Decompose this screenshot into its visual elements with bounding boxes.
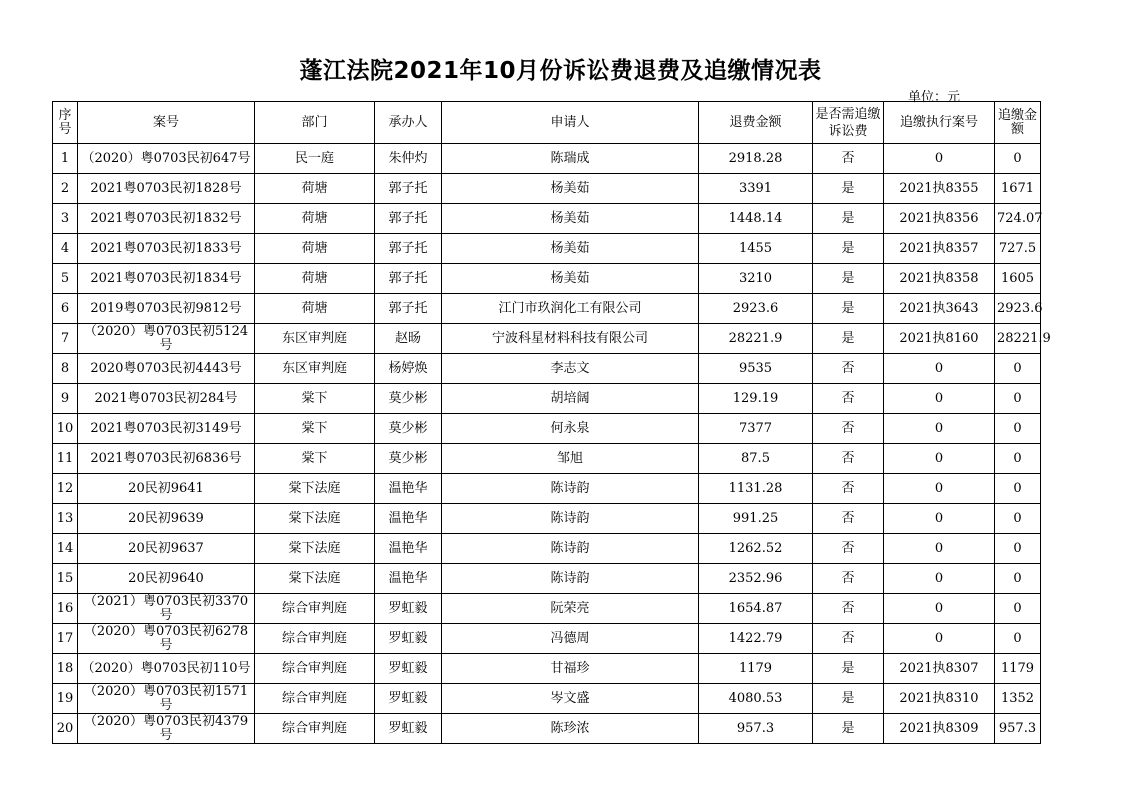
row-need-recover: 否 [813, 534, 884, 564]
row-seq: 4 [53, 234, 78, 264]
row-handler: 郭子托 [375, 234, 442, 264]
row-case-no [78, 174, 255, 204]
row-need-recover: 是 [813, 264, 884, 294]
row-case-no [78, 204, 255, 234]
row-applicant: 宁波科星材料科技有限公司 [442, 324, 699, 354]
row-need-recover: 否 [813, 474, 884, 504]
row-handler: 莫少彬 [375, 384, 442, 414]
row-handler: 郭子托 [375, 264, 442, 294]
row-refund: 1448.14 [699, 204, 813, 234]
row-applicant: 阮荣亮 [442, 594, 699, 624]
row-case-no [78, 624, 255, 654]
row-refund: 1455 [699, 234, 813, 264]
row-need-recover: 是 [813, 294, 884, 324]
row-dept: 荷塘 [255, 294, 375, 324]
table-row [53, 534, 1041, 564]
row-exec-case: 2021执8358 [884, 264, 995, 294]
header-seq: 序号 [53, 102, 78, 144]
row-need-recover: 是 [813, 324, 884, 354]
row-case-no [78, 384, 255, 414]
table-row [53, 354, 1041, 384]
table-row [53, 624, 1041, 654]
table-row [53, 684, 1041, 714]
header-need-recover: 是否需追缴诉讼费 [813, 102, 884, 144]
row-need-recover: 否 [813, 504, 884, 534]
row-exec-case: 2021执8160 [884, 324, 995, 354]
row-refund: 1422.79 [699, 624, 813, 654]
row-recover-amount: 1179 [995, 654, 1041, 684]
case-no-text: 20民初9640 [128, 570, 204, 586]
row-need-recover: 否 [813, 144, 884, 174]
row-handler: 罗虹毅 [375, 714, 442, 744]
row-recover-amount: 1605 [995, 264, 1041, 294]
row-need-recover: 是 [813, 234, 884, 264]
row-applicant: 杨美茹 [442, 174, 699, 204]
row-case-no [78, 264, 255, 294]
row-case-no [78, 474, 255, 504]
row-exec-case: 0 [884, 384, 995, 414]
header-handler: 承办人 [375, 102, 442, 144]
table-row [53, 444, 1041, 474]
row-applicant: 杨美茹 [442, 204, 699, 234]
row-recover-amount: 0 [995, 594, 1041, 624]
table-row [53, 504, 1041, 534]
row-exec-case: 2021执3643 [884, 294, 995, 324]
row-seq: 11 [53, 444, 78, 474]
table-row [53, 144, 1041, 174]
row-refund: 129.19 [699, 384, 813, 414]
row-seq: 12 [53, 474, 78, 504]
table-row [53, 594, 1041, 624]
row-applicant: 甘福珍 [442, 654, 699, 684]
row-exec-case: 2021执8357 [884, 234, 995, 264]
row-refund: 4080.53 [699, 684, 813, 714]
row-recover-amount: 28221.9 [995, 324, 1041, 354]
row-recover-amount: 0 [995, 564, 1041, 594]
row-need-recover: 否 [813, 624, 884, 654]
row-recover-amount: 0 [995, 474, 1041, 504]
row-applicant: 陈诗韵 [442, 504, 699, 534]
row-handler: 温艳华 [375, 504, 442, 534]
row-dept: 荷塘 [255, 204, 375, 234]
header-dept: 部门 [255, 102, 375, 144]
row-applicant: 陈诗韵 [442, 474, 699, 504]
table-row [53, 264, 1041, 294]
case-no-text: 2019粤0703民初9812号 [90, 300, 242, 316]
row-refund: 87.5 [699, 444, 813, 474]
row-refund: 28221.9 [699, 324, 813, 354]
row-case-no [78, 294, 255, 324]
row-case-no [78, 534, 255, 564]
row-need-recover: 否 [813, 384, 884, 414]
row-need-recover: 否 [813, 444, 884, 474]
row-applicant: 胡培阔 [442, 384, 699, 414]
row-dept: 棠下 [255, 384, 375, 414]
row-case-no [78, 564, 255, 594]
row-exec-case: 0 [884, 144, 995, 174]
row-dept: 棠下法庭 [255, 474, 375, 504]
row-recover-amount: 0 [995, 504, 1041, 534]
row-handler: 郭子托 [375, 294, 442, 324]
row-applicant: 岑文盛 [442, 684, 699, 714]
row-need-recover: 是 [813, 654, 884, 684]
case-no-text: （2020）粤0703民初110号 [81, 660, 251, 676]
row-seq: 7 [53, 324, 78, 354]
row-exec-case: 2021执8309 [884, 714, 995, 744]
row-seq: 3 [53, 204, 78, 234]
row-case-no [78, 684, 255, 714]
row-dept: 棠下 [255, 444, 375, 474]
row-exec-case: 0 [884, 354, 995, 384]
row-exec-case: 2021执8307 [884, 654, 995, 684]
row-dept: 棠下法庭 [255, 504, 375, 534]
row-dept: 民一庭 [255, 144, 375, 174]
row-recover-amount: 0 [995, 624, 1041, 654]
case-no-text: （2020）粤0703民初6278号 [83, 623, 249, 653]
row-recover-amount: 0 [995, 444, 1041, 474]
row-case-no [78, 234, 255, 264]
row-dept: 棠下 [255, 414, 375, 444]
row-refund: 2918.28 [699, 144, 813, 174]
row-recover-amount: 0 [995, 414, 1041, 444]
row-exec-case: 0 [884, 444, 995, 474]
row-handler: 罗虹毅 [375, 684, 442, 714]
row-exec-case: 0 [884, 504, 995, 534]
header-case-no: 案号 [78, 102, 255, 144]
row-recover-amount: 0 [995, 534, 1041, 564]
row-case-no [78, 354, 255, 384]
row-exec-case: 2021执8355 [884, 174, 995, 204]
row-seq: 19 [53, 684, 78, 714]
row-seq: 5 [53, 264, 78, 294]
header-applicant: 申请人 [442, 102, 699, 144]
header-recover-amount: 追缴金额 [995, 102, 1041, 144]
row-handler: 温艳华 [375, 474, 442, 504]
row-applicant: 杨美茹 [442, 234, 699, 264]
row-dept: 综合审判庭 [255, 624, 375, 654]
case-no-text: （2021）粤0703民初3370号 [83, 593, 249, 623]
row-handler: 杨婷焕 [375, 354, 442, 384]
case-no-text: 2021粤0703民初3149号 [90, 420, 242, 436]
case-no-text: （2020）粤0703民初5124号 [83, 323, 249, 353]
row-seq: 13 [53, 504, 78, 534]
row-need-recover: 否 [813, 414, 884, 444]
row-dept: 棠下法庭 [255, 534, 375, 564]
row-need-recover: 否 [813, 564, 884, 594]
row-handler: 郭子托 [375, 174, 442, 204]
row-dept: 综合审判庭 [255, 594, 375, 624]
row-case-no [78, 444, 255, 474]
header-refund: 退费金额 [699, 102, 813, 144]
row-refund: 957.3 [699, 714, 813, 744]
row-case-no [78, 324, 255, 354]
row-refund: 1262.52 [699, 534, 813, 564]
row-applicant: 陈瑞成 [442, 144, 699, 174]
row-case-no [78, 594, 255, 624]
row-applicant: 陈诗韵 [442, 534, 699, 564]
row-applicant: 陈珍浓 [442, 714, 699, 744]
case-no-text: 2021粤0703民初6836号 [90, 450, 242, 466]
row-seq: 16 [53, 594, 78, 624]
table-row [53, 174, 1041, 204]
row-seq: 1 [53, 144, 78, 174]
table-row [53, 654, 1041, 684]
row-handler: 赵旸 [375, 324, 442, 354]
row-case-no [78, 414, 255, 444]
row-refund: 9535 [699, 354, 813, 384]
case-no-text: （2020）粤0703民初647号 [81, 150, 251, 166]
unit-label: 单位：元 [908, 90, 961, 105]
row-exec-case: 0 [884, 594, 995, 624]
case-no-text: 2021粤0703民初1834号 [90, 270, 242, 286]
table-row [53, 234, 1041, 264]
case-no-text: （2020）粤0703民初1571号 [83, 683, 249, 713]
refund-table [52, 101, 1051, 744]
row-exec-case: 2021执8310 [884, 684, 995, 714]
row-handler: 郭子托 [375, 204, 442, 234]
row-recover-amount: 957.3 [995, 714, 1041, 744]
row-recover-amount: 727.5 [995, 234, 1041, 264]
row-case-no [78, 504, 255, 534]
table-row [53, 414, 1041, 444]
row-seq: 10 [53, 414, 78, 444]
row-applicant: 何永泉 [442, 414, 699, 444]
row-exec-case: 0 [884, 474, 995, 504]
case-no-text: 2021粤0703民初1833号 [90, 240, 242, 256]
row-refund: 3391 [699, 174, 813, 204]
row-seq: 9 [53, 384, 78, 414]
row-need-recover: 否 [813, 354, 884, 384]
row-recover-amount: 2923.6 [995, 294, 1041, 324]
row-refund: 991.25 [699, 504, 813, 534]
case-no-text: 2020粤0703民初4443号 [90, 360, 242, 376]
row-need-recover: 是 [813, 714, 884, 744]
row-recover-amount: 724.07 [995, 204, 1041, 234]
row-seq: 18 [53, 654, 78, 684]
row-handler: 温艳华 [375, 534, 442, 564]
row-dept: 荷塘 [255, 264, 375, 294]
row-seq: 8 [53, 354, 78, 384]
row-handler: 莫少彬 [375, 414, 442, 444]
row-exec-case: 0 [884, 414, 995, 444]
header-exec-case: 追缴执行案号 [884, 102, 995, 144]
row-dept: 综合审判庭 [255, 654, 375, 684]
row-refund: 1179 [699, 654, 813, 684]
row-seq: 14 [53, 534, 78, 564]
row-refund: 1654.87 [699, 594, 813, 624]
row-dept: 综合审判庭 [255, 714, 375, 744]
row-recover-amount: 0 [995, 384, 1041, 414]
row-handler: 莫少彬 [375, 444, 442, 474]
case-no-text: 2021粤0703民初1828号 [90, 180, 242, 196]
row-dept: 荷塘 [255, 174, 375, 204]
row-applicant: 陈诗韵 [442, 564, 699, 594]
row-refund: 7377 [699, 414, 813, 444]
row-recover-amount: 1671 [995, 174, 1041, 204]
case-no-text: 20民初9641 [128, 480, 204, 496]
case-no-text: 20民初9637 [128, 540, 204, 556]
row-exec-case: 0 [884, 534, 995, 564]
row-need-recover: 是 [813, 684, 884, 714]
row-handler: 罗虹毅 [375, 624, 442, 654]
row-handler: 朱仲灼 [375, 144, 442, 174]
row-seq: 17 [53, 624, 78, 654]
row-refund: 2923.6 [699, 294, 813, 324]
case-no-text: 20民初9639 [128, 510, 204, 526]
table-row [53, 384, 1041, 414]
row-recover-amount: 1352 [995, 684, 1041, 714]
row-dept: 东区审判庭 [255, 354, 375, 384]
row-case-no [78, 654, 255, 684]
case-no-text: 2021粤0703民初284号 [94, 390, 238, 406]
row-refund: 2352.96 [699, 564, 813, 594]
table-row [53, 204, 1041, 234]
row-refund: 1131.28 [699, 474, 813, 504]
row-recover-amount: 0 [995, 354, 1041, 384]
row-need-recover: 是 [813, 174, 884, 204]
case-no-text: 2021粤0703民初1832号 [90, 210, 242, 226]
row-need-recover: 否 [813, 594, 884, 624]
row-seq: 2 [53, 174, 78, 204]
row-seq: 20 [53, 714, 78, 744]
row-applicant: 江门市玖润化工有限公司 [442, 294, 699, 324]
header-row [53, 102, 1041, 144]
row-case-no [78, 714, 255, 744]
row-applicant: 杨美茹 [442, 264, 699, 294]
row-case-no [78, 144, 255, 174]
row-handler: 罗虹毅 [375, 654, 442, 684]
row-dept: 荷塘 [255, 234, 375, 264]
page-title: 蓬江法院2021年10月份诉讼费退费及追缴情况表 [299, 58, 822, 84]
table-body [53, 144, 1051, 744]
row-exec-case: 0 [884, 564, 995, 594]
row-handler: 罗虹毅 [375, 594, 442, 624]
row-recover-amount: 0 [995, 144, 1041, 174]
row-exec-case: 0 [884, 624, 995, 654]
row-applicant: 邹旭 [442, 444, 699, 474]
table-row [53, 564, 1041, 594]
table-row [53, 324, 1041, 354]
row-seq: 6 [53, 294, 78, 324]
row-dept: 棠下法庭 [255, 564, 375, 594]
row-seq: 15 [53, 564, 78, 594]
row-handler: 温艳华 [375, 564, 442, 594]
row-refund: 3210 [699, 264, 813, 294]
row-dept: 综合审判庭 [255, 684, 375, 714]
row-applicant: 冯德周 [442, 624, 699, 654]
row-exec-case: 2021执8356 [884, 204, 995, 234]
table-row [53, 474, 1041, 504]
row-need-recover: 是 [813, 204, 884, 234]
row-applicant: 李志文 [442, 354, 699, 384]
case-no-text: （2020）粤0703民初4379号 [83, 713, 249, 743]
table-row [53, 714, 1041, 744]
table-row [53, 294, 1041, 324]
row-dept: 东区审判庭 [255, 324, 375, 354]
